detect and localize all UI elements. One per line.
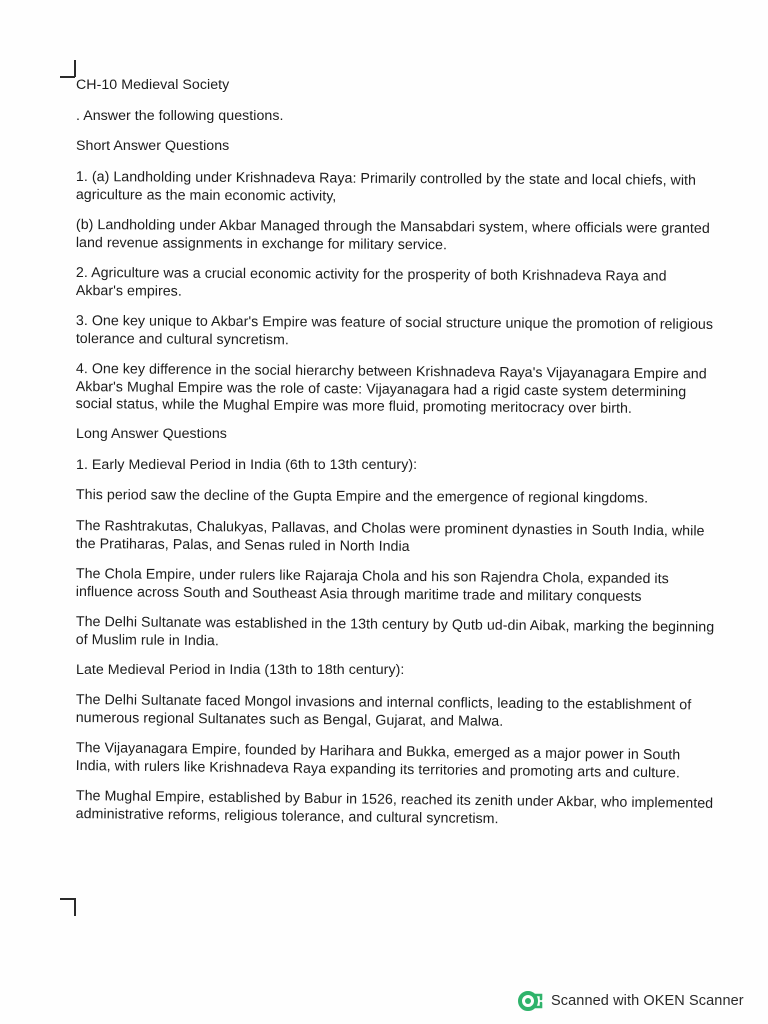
- short-answer-4: 4. One key difference in the social hierarchy between Krishnadeva Raya's Vijayanagara Empire and Akbar's Mughal Empire was the role of caste: Vijayanagara had a rigid caste system determining social status, while the Mughal Empire was more fluid, promoting meritocracy over birth.: [75, 360, 707, 417]
- early-paragraph: The Delhi Sultanate was established in the 13th century by Qutb ud-din Aibak, marking the beginning of Muslim rule in India.: [75, 613, 715, 649]
- early-paragraph: The Rashtrakutas, Chalukyas, Pallavas, and Cholas were prominent dynasties in South India, while the Pratiharas, Palas, and Senas ruled in North India: [75, 517, 705, 554]
- corner-mark-top-left-horizontal: [60, 76, 75, 78]
- oken-scanner-logo-icon: [517, 990, 543, 1012]
- late-period-heading: Late Medieval Period in India (13th to 18th century):: [76, 661, 405, 678]
- corner-mark-bottom-left-horizontal: [60, 898, 75, 900]
- document-body: [76, 77, 716, 836]
- short-answer-heading: Short Answer Questions: [76, 138, 230, 154]
- late-paragraph: The Delhi Sultanate faced Mongol invasions and internal conflicts, leading to the establishment of numerous regional Sultanates such as Bengal, Gujarat, and Malwa.: [75, 692, 692, 730]
- late-paragraph: The Mughal Empire, established by Babur in 1526, reached its zenith under Akbar, who implemented administrative reforms, religious tolerance, and cultural syncretism.: [75, 788, 714, 827]
- late-paragraph: The Vijayanagara Empire, founded by Harihara and Bukka, emerged as a major power in South India, with rulers like Krishnadeva Raya expanding its territories and promoting arts and culture.: [75, 740, 681, 781]
- corner-mark-bottom-left-vertical: [74, 898, 76, 916]
- instruction-text: . Answer the following questions.: [76, 107, 284, 124]
- long-answer-intro: 1. Early Medieval Period in India (6th to 13th century):: [76, 456, 418, 473]
- early-paragraph: This period saw the decline of the Gupta Empire and the emergence of regional kingdoms.: [75, 487, 649, 507]
- short-answer-1a: 1. (a) Landholding under Krishnadeva Raya: Primarily controlled by the state and local chiefs, with agriculture as the main economic activity,: [75, 168, 697, 204]
- scanner-watermark: [517, 990, 744, 1012]
- early-paragraph: The Chola Empire, under rulers like Rajaraja Chola and his son Rajendra Chola, expanded its influence across South and Southeast Asia through maritime trade and military conquests: [75, 565, 669, 604]
- chapter-title: CH-10 Medieval Society: [76, 77, 230, 93]
- corner-mark-top-left-vertical: [74, 60, 76, 77]
- short-answer-1b: (b) Landholding under Akbar Managed through the Mansabdari system, where officials were granted land revenue assignments in exchange for military service.: [75, 216, 710, 253]
- short-answer-3: 3. One key unique to Akbar's Empire was feature of social structure unique the promotion of religious tolerance and cultural syncretism.: [75, 312, 714, 348]
- long-answer-heading: Long Answer Questions: [76, 426, 227, 442]
- short-answer-2: 2. Agriculture was a crucial economic activity for the prosperity of both Krishnadeva Raya and Akbar's empires.: [75, 264, 667, 299]
- watermark-text: Scanned with OKEN Scanner: [551, 993, 744, 1009]
